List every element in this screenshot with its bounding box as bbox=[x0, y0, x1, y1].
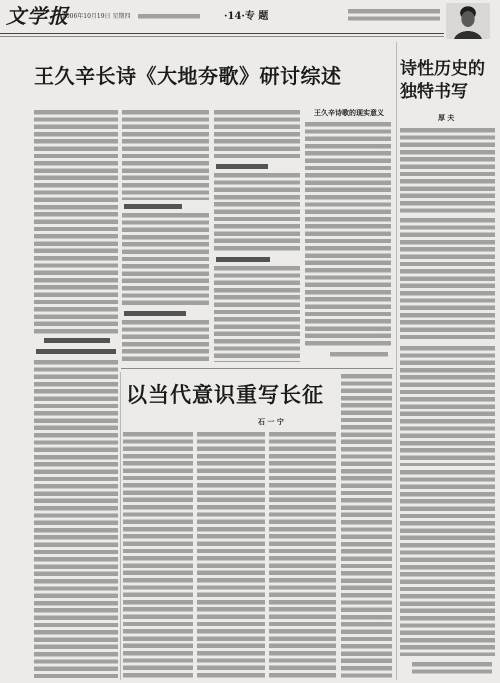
bottom-article-body bbox=[197, 432, 265, 678]
side-article-body bbox=[400, 470, 495, 656]
main-article-body bbox=[122, 110, 209, 200]
main-article-body bbox=[305, 122, 391, 348]
header-rule bbox=[0, 33, 444, 34]
main-article-body bbox=[214, 110, 300, 160]
main-article-body bbox=[214, 173, 300, 253]
main-article-subheading bbox=[124, 311, 186, 316]
side-article-body bbox=[400, 346, 495, 466]
side-article-author: 厚 夫 bbox=[438, 113, 455, 122]
main-article-subheading bbox=[216, 257, 270, 262]
main-article-body bbox=[122, 320, 209, 362]
header-quote bbox=[348, 9, 440, 22]
author-portrait-photo bbox=[446, 3, 490, 39]
main-article-body bbox=[34, 360, 118, 678]
side-article-title-line: 诗性历史的 bbox=[400, 59, 485, 79]
main-article-subheading bbox=[36, 349, 116, 354]
side-article-body bbox=[400, 128, 495, 214]
section-heading: 王久辛诗歌的现实意义 bbox=[314, 108, 384, 117]
main-article-body bbox=[214, 266, 300, 362]
main-article-title: 王久辛长诗《大地夯歌》研讨综述 bbox=[34, 64, 342, 88]
bottom-article-title: 以当代意识重写长征 bbox=[126, 382, 324, 407]
page-label: ·14·专 题 bbox=[224, 11, 269, 22]
bottom-article-body bbox=[341, 374, 392, 678]
editor-credits bbox=[138, 14, 200, 20]
side-article-title-line: 独特书写 bbox=[400, 82, 468, 102]
issue-date: 2006年10月19日 星期四 bbox=[62, 13, 131, 20]
side-article-credit bbox=[412, 662, 492, 675]
header-rule-thin bbox=[0, 36, 444, 37]
side-article-body bbox=[400, 218, 495, 342]
bottom-article-body bbox=[123, 432, 193, 678]
main-article-subheading bbox=[124, 204, 182, 209]
main-article-body bbox=[34, 110, 118, 334]
masthead-logo: 文学报 bbox=[6, 4, 69, 28]
column-divider bbox=[120, 372, 121, 680]
main-article-credit bbox=[330, 352, 388, 358]
side-article-title bbox=[400, 58, 494, 104]
main-article-subheading bbox=[216, 164, 268, 169]
bottom-article-author: 石 一 宁 bbox=[258, 417, 284, 426]
main-article-body bbox=[122, 213, 209, 307]
main-article-subheading bbox=[44, 338, 110, 343]
side-column-divider bbox=[396, 42, 397, 680]
section-divider bbox=[121, 368, 393, 369]
bottom-article-body bbox=[269, 432, 336, 678]
